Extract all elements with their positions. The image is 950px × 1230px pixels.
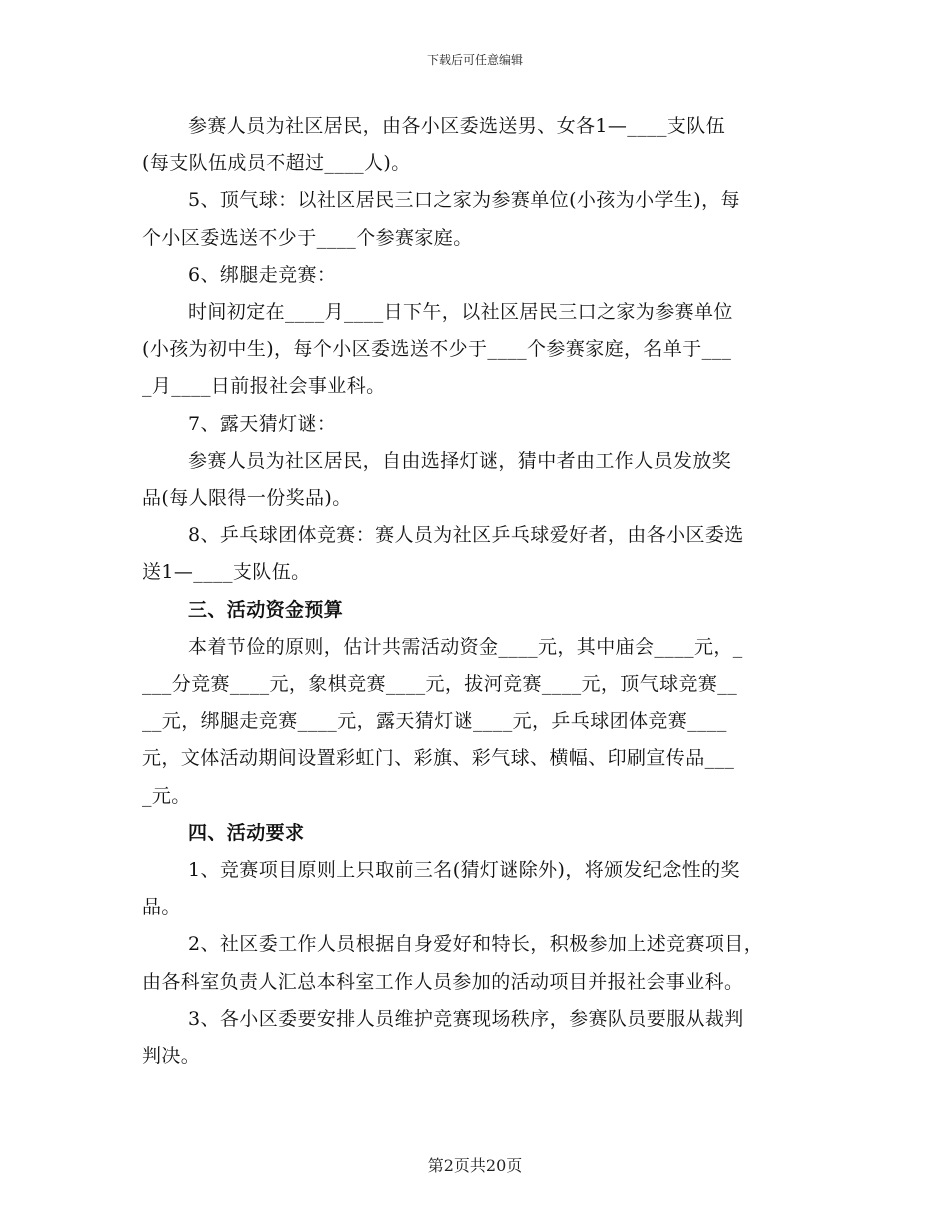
paragraph-line: 2、社区委工作人员根据自身爱好和特长，积极参加上述竞赛项目，	[188, 933, 764, 956]
paragraph-line: ___分竞赛____元，象棋竞赛____元，拔河竞赛____元，顶气球竞赛__	[142, 673, 738, 696]
page-header: 下载后可任意编辑	[426, 53, 523, 67]
paragraph-line: 元，文体活动期间设置彩虹门、彩旗、彩气球、横幅、印刷宣传品___	[142, 747, 735, 770]
paragraph-line: 8、乒乓球团体竞赛：赛人员为社区乒乓球爱好者，由各小区委选	[188, 524, 744, 547]
paragraph-line: (每支队伍成员不超过____人)。	[142, 152, 411, 175]
paragraph-line: _元。	[142, 784, 191, 807]
paragraph-line: 送1—____支队伍。	[142, 561, 311, 584]
paragraph-line: 3、各小区委要安排人员维护竞赛现场秩序，参赛队员要服从裁判	[188, 1007, 744, 1030]
paragraph-line: (小孩为初中生)，每个小区委选送不少于____个参赛家庭，名单于___	[142, 338, 732, 361]
paragraph-line: 5、顶气球：以社区居民三口之家为参赛单位(小孩为小学生)，每	[188, 189, 740, 212]
paragraph-line: 品(每人限得一份奖品)。	[142, 487, 352, 510]
section-heading-budget: 三、活动资金预算	[188, 598, 344, 621]
paragraph-line: 判决。	[142, 1045, 201, 1068]
item-heading: 7、露天猜灯谜：	[188, 412, 337, 435]
document-body	[142, 108, 807, 1075]
paragraph-line: 由各科室负责人汇总本科室工作人员参加的活动项目并报社会事业科。	[142, 970, 744, 993]
paragraph-line: 本着节俭的原则，估计共需活动资金____元，其中庙会____元，_	[188, 635, 743, 658]
paragraph-line: __元，绑腿走竞赛____元，露天猜灯谜____元，乒乓球团体竞赛____	[142, 710, 727, 733]
paragraph-line: 时间初定在____月____日下午，以社区居民三口之家为参赛单位	[188, 301, 733, 324]
paragraph-line: _月____日前报社会事业科。	[142, 375, 386, 398]
paragraph-line: 品。	[142, 896, 181, 919]
paragraph-line: 1、竞赛项目原则上只取前三名(猜灯谜除外)，将颁发纪念性的奖	[188, 859, 740, 882]
paragraph-line: 参赛人员为社区居民，自由选择灯谜，猜中者由工作人员发放奖	[188, 449, 732, 472]
section-heading-requirements: 四、活动要求	[188, 821, 305, 844]
item-heading: 6、绑腿走竞赛：	[188, 263, 337, 286]
paragraph-line: 个小区委选送不少于____个参赛家庭。	[142, 226, 473, 249]
page-number: 第2页共20页	[427, 1156, 523, 1175]
paragraph-line: 参赛人员为社区居民，由各小区委选送男、女各1—____支队伍	[188, 115, 726, 137]
